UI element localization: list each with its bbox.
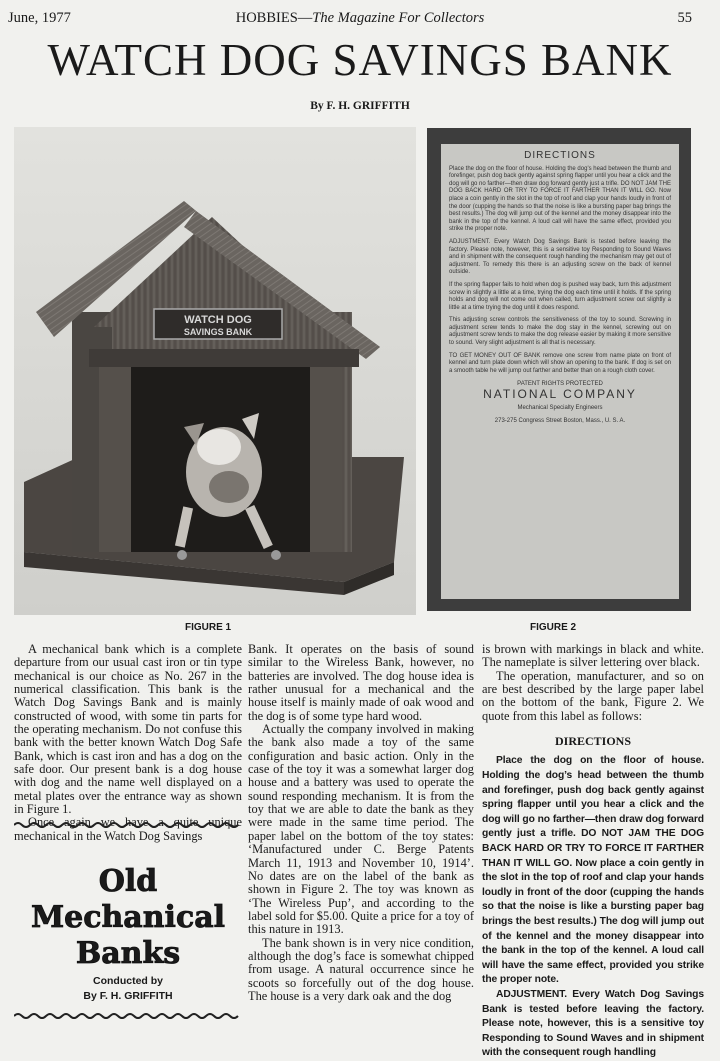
label-paragraph: If the spring flapper fails to hold when dog is pushed way back, turn this adjustment screw in slightly a little at a time, trying the dog each time until it holds. If the spring holds and dog will not come out when called, turn adjustment screw out slightly a little at a time trying the dog until it does respond. [449, 281, 671, 311]
article-byline: By F. H. GRIFFITH [310, 100, 410, 112]
nameplate-text-1: WATCH DOG [184, 314, 252, 326]
column-author: By F. H. GRIFFITH [83, 990, 173, 1002]
directions-paragraph: ADJUSTMENT. Every Watch Dog Savings Bank is tested before leaving the factory. Please note, however, this is a sensitive toy Responding to Sound Waves and in shipment with the consequent rough handling [482, 988, 704, 1059]
conducted-by: Conducted by [93, 975, 163, 987]
label-paragraph: Place the dog on the floor of house. Holding the dog's head between the thumb and forefinger, push dog back gently against spring flapper until you hear a click and the dog will go no farther—then draw dog forward gently just a trifle. DO NOT JAM THE DOG BACK HARD OR TRY TO FORCE IT FARTHER THAN IT WILL GO. Now place a coin gently in the slot in the top of roof and clap your hands loudly in front of the door (cupping the hands so that the noise is like a bursting paper bag brings the best results.) The dog will jump out of the kennel and the money disappear into the bank in the top of the kennel. A loud call will have the same effect, provided you strike the proper note. [449, 165, 671, 233]
column-title-line: Old [98, 864, 158, 899]
label-paragraph: This adjusting screw controls the sensitiveness of the toy to sound. Screwing in adjustment screw tends to make the dog stay in the kennel, screwing out on adjustment screw tends to make the dog release easier by making it more sensitive to sound. Very slight adjustment is all that is necessary. [449, 317, 671, 347]
article-title: WATCH DOG SAVINGS BANK [47, 35, 673, 85]
body-paragraph: Once again we have a quite unique mechanical in the Watch Dog Savings [14, 815, 242, 843]
column-title [14, 864, 242, 972]
column-title-line: Banks [75, 936, 181, 971]
running-header-magazine: HOBBIES—The Magazine For Collectors [235, 10, 485, 26]
label-paragraph: ADJUSTMENT. Every Watch Dog Savings Bank is tested before leaving the factory. Please note, however, this is a sensitive toy Responding to Sound Waves and in shipment with the consequent rough handling the mechanism may get out of adjustment. To remedy this there is an adjusting screw on the back of kennel outside. [449, 238, 671, 276]
figure-2-caption: FIGURE 2 [530, 622, 577, 633]
decorative-border-bottom [14, 1012, 242, 1020]
magazine-subtitle: The Magazine For Collectors [312, 10, 485, 26]
directions-paragraph: Place the dog on the floor of house. Holding the dog’s head between the thumb and forefinger, push dog back gently against spring flapper until you hear a click and the dog will go no farther—then draw dog forward gently just a trifle. DO NOT JAM THE DOG BACK HARD OR TRY TO FORCE IT FARTHER THAN IT WILL GO. Now place a coin gently in the slot in the top of roof and clap your hands loudly in front of the door (cupping the hands so that the noise is like a bursting paper bag brings the best results.) The dog will jump out of the kennel and the money disappear into the bank in the top of the kennel. A loud call will have the same effect, provided you strike the proper note. [482, 755, 704, 986]
decorative-border-top [14, 821, 242, 829]
label-engineers: Mechanical Specialty Engineers [517, 404, 603, 411]
dog-house-illustration [14, 127, 416, 615]
nameplate-text-2: SAVINGS BANK [183, 327, 253, 337]
column-credit [14, 974, 242, 1004]
label-heading: DIRECTIONS [524, 150, 596, 161]
running-header-date: June, 1977 [8, 10, 71, 26]
body-paragraph: A mechanical bank which is a complete departure from our usual cast iron or tin type mechanical is our choice as No. 267 in the numerical classification. This bank is the Watch Dog Savings Bank and is mainly constructed of wood, with some tin parts for the operating mechanism. Do not confuse this bank with the better known Watch Dog Safe Bank, which is cast iron and has a dog on the safe door. Our present bank is a dog house with dog and the name well displayed on a metal plates over the entrance way as shown in Figure 1. [14, 642, 242, 817]
body-paragraph: The bank shown is in very nice condition, although the dog’s face is somewhat chipped from usage. A natural occurrence since he scoots so forcefully out of the dog house. The house is a very dark oak and the dog [248, 935, 474, 1003]
label-paragraph: TO GET MONEY OUT OF BANK remove one screw from name plate on front of kennel and turn plate down which will show an opening to the bank. If dog is set on a smooth table he will jump out farther and better than on a rough cloth cover. [449, 352, 671, 374]
body-paragraph: The operation, manufacturer, and so on are best described by the large paper label on the bottom of the bank, Figure 2. We quote from this label as follows: [482, 668, 704, 723]
figure-1-photo [14, 127, 416, 615]
column-title-line: Mechanical [30, 900, 226, 935]
label-patent: PATENT RIGHTS PROTECTED [517, 381, 603, 388]
article-column-3 [482, 643, 704, 1061]
body-paragraph: Bank. It operates on the basis of sound similar to the Wireless Bank, however, no batteries are involved. The dog house idea is rather unusual for a mechanical and the house itself is mainly made of oak wood and the dog is of some type hard wood. [248, 642, 474, 723]
article-column-2 [248, 643, 474, 1003]
directions-heading: DIRECTIONS [554, 734, 632, 749]
article-column-1 [14, 643, 242, 843]
paper-label [441, 144, 679, 599]
label-address: 273-275 Congress Street Boston, Mass., U. S. A. [494, 418, 626, 425]
figure-1-caption: FIGURE 1 [185, 622, 232, 633]
page-number: 55 [677, 10, 692, 26]
figure-2-label-photo [427, 128, 691, 611]
label-company: NATIONAL COMPANY [483, 387, 637, 402]
body-paragraph: is brown with markings in black and white. The nameplate is silver lettering over black. [482, 642, 704, 670]
body-paragraph: Actually the company involved in making the bank also made a toy of the same configuration and basic action. Only in the case of the toy it was a somewhat larger dog house and a battery was used to operate the sound responding mechanism. It is from the toy that we are able to date the bank as they were made in the same time period. The paper label on the bottom of the toy states: ‘Manufactured under C. Berge Patents March 11, 1913 and November 10, 1914’. No dates are on the label of the bank as shown in Figure 2. The toy was known as ‘The Wireless Pup’, and according to the label sold for $5.00. Quite a price for a toy of this nature in 1913. [248, 722, 474, 937]
